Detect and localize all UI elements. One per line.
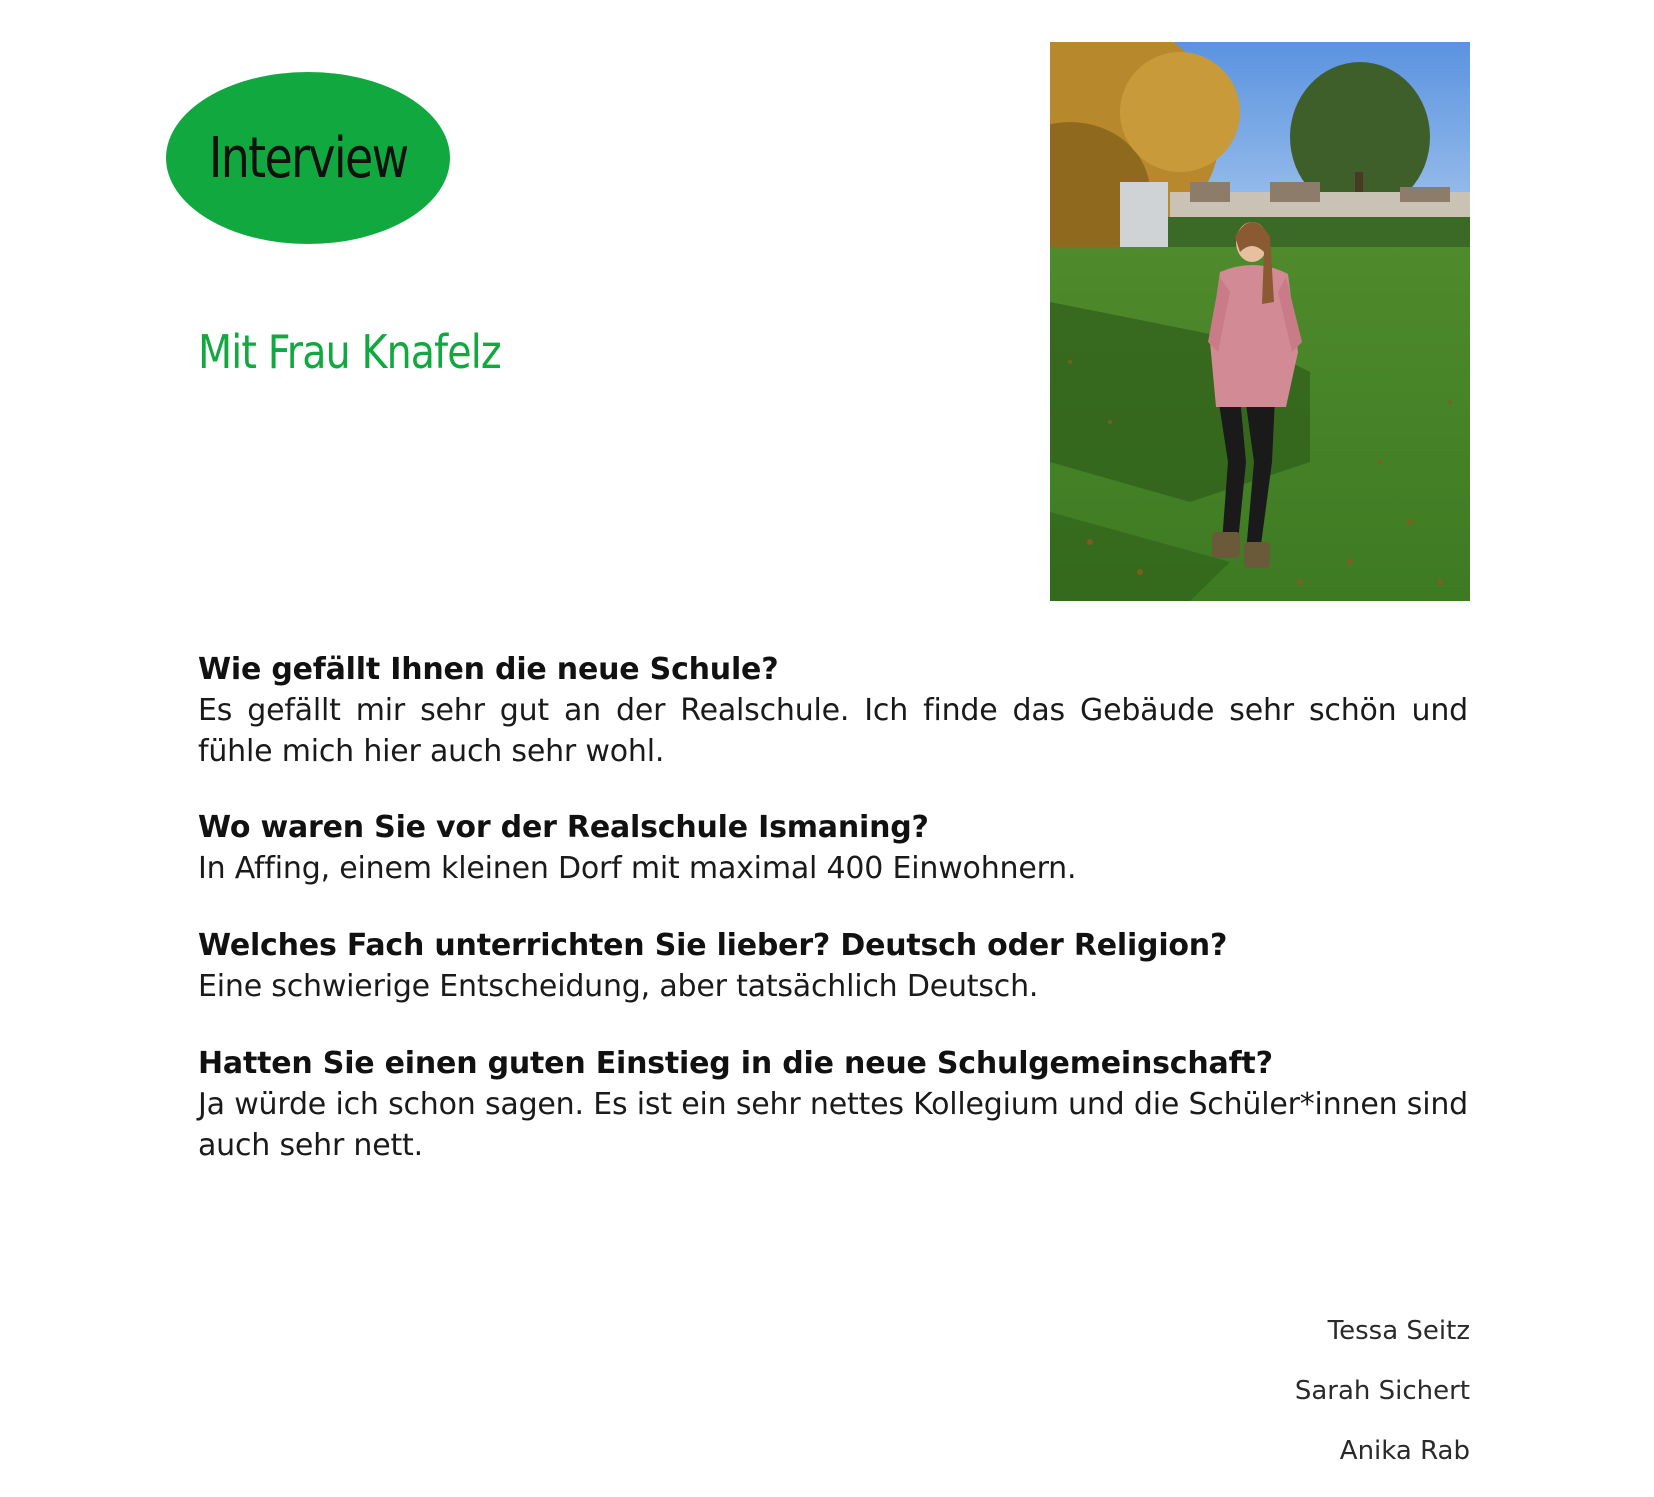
qa-block-1 xyxy=(198,649,1468,772)
qa-block-3 xyxy=(198,925,1468,1007)
question-2: Wo waren Sie vor der Realschule Ismaning? xyxy=(198,810,929,845)
answer-4: Ja würde ich schon sagen. Es ist ein sehr nettes Kollegium und die Schüler*innen sind auch sehr nett. xyxy=(198,1087,1468,1163)
question-3: Welches Fach unterrichten Sie lieber? Deutsch oder Religion? xyxy=(198,928,1228,963)
question-4: Hatten Sie einen guten Einstieg in die neue Schulgemeinschaft? xyxy=(198,1046,1273,1081)
qa-block-2 xyxy=(198,807,1468,889)
portrait-photo xyxy=(1050,42,1470,601)
interview-subtitle: Mit Frau Knafelz xyxy=(198,325,501,379)
authors-list xyxy=(1295,1316,1470,1496)
question-1: Wie gefällt Ihnen die neue Schule? xyxy=(198,652,779,687)
badge-label: Interview xyxy=(208,125,408,191)
interview-badge xyxy=(166,72,450,244)
answer-1: Es gefällt mir sehr gut an der Realschule. Ich finde das Gebäude sehr schön und fühle mich hier auch sehr wohl. xyxy=(198,693,1468,769)
answer-3: Eine schwierige Entscheidung, aber tatsächlich Deutsch. xyxy=(198,969,1039,1004)
answer-2: In Affing, einem kleinen Dorf mit maximal 400 Einwohnern. xyxy=(198,851,1077,886)
author-name: Sarah Sichert xyxy=(1294,1376,1470,1406)
qa-block-4 xyxy=(198,1043,1468,1166)
author-name: Anika Rab xyxy=(1339,1436,1470,1466)
author-name: Tessa Seitz xyxy=(1327,1316,1470,1346)
